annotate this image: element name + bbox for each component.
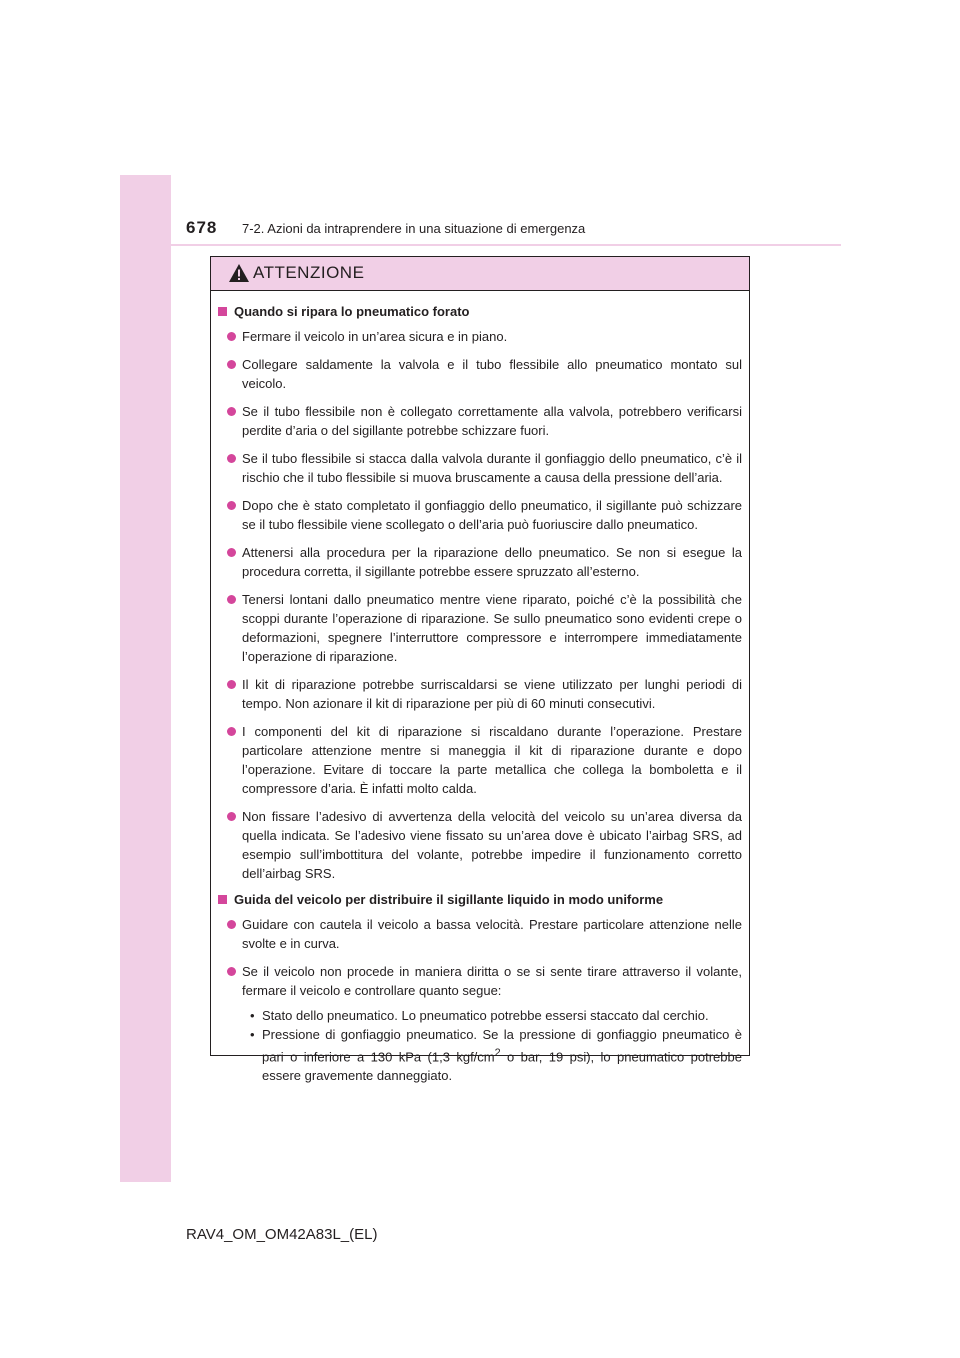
round-bullet-icon: [227, 680, 236, 689]
list-item: [218, 496, 742, 534]
list-item-text: Dopo che è stato completato il gonfiaggio dello pneumatico, il sigillante può schizzare se il tubo flessibile viene scollegato o dell’aria può fuoriuscire dallo pneumatico.: [242, 498, 742, 532]
list-item-text: Collegare saldamente la valvola e il tubo flessibile allo pneumatico montato sul veicolo.: [242, 357, 742, 391]
section-heading: [218, 890, 742, 909]
document-code: RAV4_OM_OM42A83L_(EL): [186, 1226, 378, 1243]
square-bullet-icon: [218, 895, 227, 904]
round-bullet-icon: [227, 812, 236, 821]
section-heading-text: Guida del veicolo per distribuire il sigillante liquido in modo uniforme: [234, 892, 664, 907]
round-bullet-icon: [227, 360, 236, 369]
chapter-title: 7-2. Azioni da intraprendere in una situazione di emergenza: [242, 221, 586, 236]
warning-header: [211, 257, 749, 291]
list-item-text: Se il veicolo non procede in maniera diritta o se si sente tirare attraverso il volante, fermare il veicolo e controllare quanto segue:: [242, 964, 742, 998]
square-bullet-icon: [218, 307, 227, 316]
list-item-text: I componenti del kit di riparazione si riscaldano durante l’operazione. Prestare particolare attenzione mentre si maneggia il kit di riparazione durante e dopo l’operazione. Evitare di toccare la parte metallica che collega la bomboletta e il compressore d’aria. È infatti molto calda.: [242, 724, 742, 796]
list-item: [218, 675, 742, 713]
warning-body: [211, 291, 749, 1085]
list-item: [218, 402, 742, 440]
round-bullet-icon: [227, 454, 236, 463]
list-item-text: Fermare il veicolo in un’area sicura e in piano.: [242, 329, 508, 344]
warning-triangle-icon: [228, 263, 250, 283]
list-item-text: Guidare con cautela il veicolo a bassa velocità. Prestare particolare attenzione nelle svolte e in curva.: [242, 917, 742, 951]
round-bullet-icon: [227, 548, 236, 557]
round-bullet-icon: [227, 595, 236, 604]
round-bullet-icon: [227, 967, 236, 976]
list-item-text: Il kit di riparazione potrebbe surriscaldarsi se viene utilizzato per lunghi periodi di tempo. Non azionare il kit di riparazione per più di 60 minuti consecutivi.: [242, 677, 742, 711]
warning-title: ATTENZIONE: [253, 263, 365, 282]
warning-box: [210, 256, 750, 1084]
list-item: [218, 722, 742, 798]
sub-list-item-text: Stato dello pneumatico. Lo pneumatico potrebbe essersi staccato dal cerchio.: [262, 1008, 709, 1023]
section-heading: [218, 302, 742, 321]
list-item: [218, 327, 742, 346]
list-item-text: Tenersi lontani dallo pneumatico mentre viene riparato, poiché c’è la possibilità che scoppi durante l’operazione di riparazione. Se sullo pneumatico sono evidenti crepe o deformazioni, spegnere l’interruttore compressore e interrompere immediatamente l’operazione di riparazione.: [242, 592, 742, 664]
list-item-text: Non fissare l’adesivo di avvertenza della velocità del veicolo su un’area diversa da quella indicata. Se l’adesivo viene fissato su un’area dove è ubicato l’airbag SRS, ad esempio sull’imbottitura del volante, potrebbe impedire il funzionamento corretto dell’airbag SRS.: [242, 809, 742, 881]
sub-list-item: [218, 1025, 742, 1085]
superscript: 2: [494, 1047, 501, 1059]
small-bullet-icon: •: [250, 1008, 255, 1023]
list-item: [218, 915, 742, 953]
sub-list-item-text-cont: o bar, 19 psi), lo pneumatico potrebbe essere gravemente danneggiato.: [262, 1049, 742, 1084]
list-item: [218, 355, 742, 393]
sub-list-item-text: Pressione di gonfiaggio pneumatico. Se la pressione di gonfiaggio pneumatico è pari o inferiore a 130 kPa (1,3 kgf/cm: [262, 1027, 742, 1065]
section-heading-text: Quando si ripara lo pneumatico forato: [234, 304, 470, 319]
list-item-text: Se il tubo flessibile non è collegato correttamente alla valvola, potrebbero verificarsi perdite d’aria o del sigillante potrebbe schizzare fuori.: [242, 404, 742, 438]
list-item: [218, 962, 742, 1000]
list-item: [218, 543, 742, 581]
list-item-text: Se il tubo flessibile si stacca dalla valvola durante il gonfiaggio dello pneumatico, c’è il rischio che il tubo flessibile si muova bruscamente a causa della pressione dell’aria.: [242, 451, 742, 485]
list-item: [218, 807, 742, 883]
sub-list-item: [218, 1006, 742, 1025]
round-bullet-icon: [227, 920, 236, 929]
round-bullet-icon: [227, 332, 236, 341]
list-item-text: Attenersi alla procedura per la riparazione dello pneumatico. Se non si esegue la procedura corretta, il sigillante potrebbe essere spruzzato all’esterno.: [242, 545, 742, 579]
side-color-band: [120, 175, 171, 1182]
list-item: [218, 590, 742, 666]
round-bullet-icon: [227, 407, 236, 416]
round-bullet-icon: [227, 501, 236, 510]
small-bullet-icon: •: [250, 1027, 255, 1042]
round-bullet-icon: [227, 727, 236, 736]
page-number: 678: [186, 218, 218, 237]
header-divider: [171, 244, 841, 246]
list-item: [218, 449, 742, 487]
